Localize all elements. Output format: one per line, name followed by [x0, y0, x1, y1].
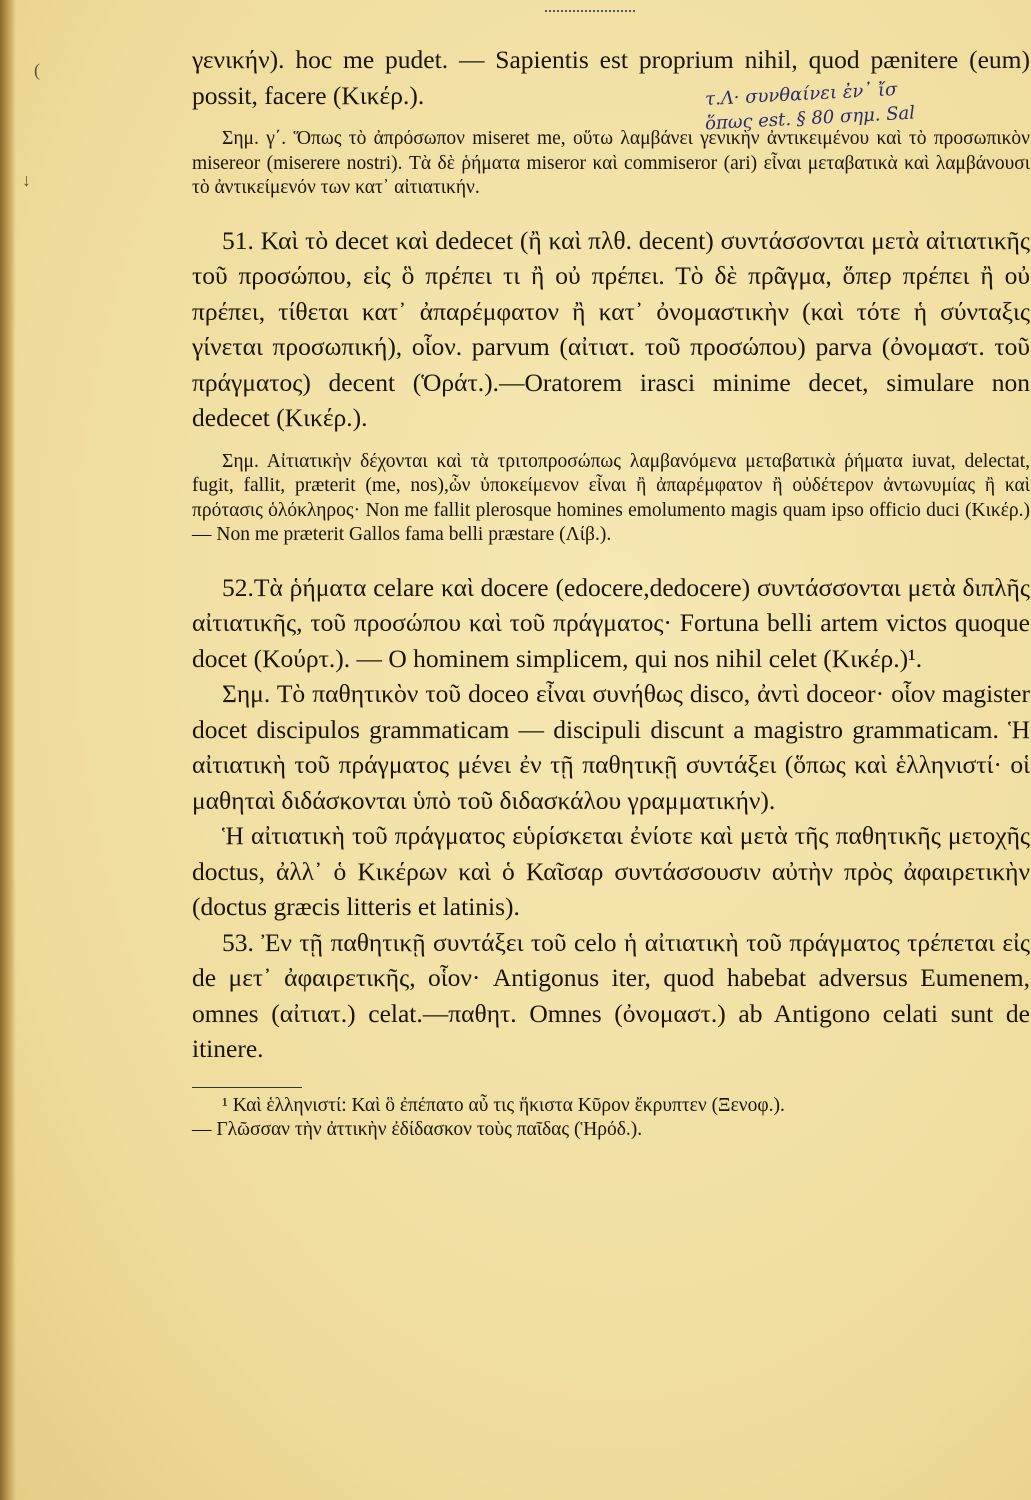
- note-51: Σημ. Αἰτιατικὴν δέχονται καὶ τὰ τριτοπροσώπως λαμβανόμενα μεταβατικὰ ῥήματα iuvat, delectat, fugit, fallit, præterit (me, nos),ὧν ὑποκείμενον εἶναι ἢ ἀπαρέμφατον ἢ οὐδέτερον ἀντωνυμίας ἢ καὶ πρότασις ὁλόκληρος· Non me fallit plerosque homines emolumento magis quam ipso officio duci (Κικέρ.) — Non me præterit Gallos fama belli præstare (Λίβ.).: [192, 450, 1030, 545]
- footnote-line-1: ¹ Καὶ ἑλληνιστί: Καὶ ὃ ἐπέπατο αὖ τις ἥκιστα Κῦρον ἔκρυπτεν (Ξενοφ.).: [222, 1094, 785, 1116]
- note-52-doctus: Ἡ αἰτιατικὴ τοῦ πράγματος εὑρίσκεται ἐνίοτε καὶ μετὰ τῆς παθητικῆς μετοχῆς doctus, ἀλλ᾽ ὁ Κικέρων καὶ ὁ Καῖσαρ συντάσσουσιν αὐτὴν πρὸς ἀφαιρετικὴν (doctus græcis litteris et latinis).: [192, 821, 1030, 921]
- section-51: 51. Καὶ τὸ decet καὶ dedecet (ἢ καὶ πλθ. decent) συντάσσονται μετὰ αἰτιατικῆς τοῦ προσώπου, εἰς ὃ πρέπει τι ἢ οὐ πρέπει. Τὸ δὲ πρᾶγμα, ὅπερ πρέπει ἢ οὐ πρέπει, τίθεται κατ᾽ ἀπαρέμφατον ἢ κατ᾽ ὀνομαστικὴν (καὶ τότε ἡ σύνταξις γίνεται προσωπική), οἷον. parvum (αἰτιατ. τοῦ προσώπου) parva (ὀνομαστ. τοῦ πράγματος) decent (Ὁράτ.).—Oratorem irasci minime decet, simulare non dedecet (Κικέρ.).: [192, 225, 1030, 432]
- section-52: 52.Τὰ ῥήματα celare καὶ docere (edocere,dedocere) συντάσσονται μετὰ διπλῆς αἰτιατικῆς, τοῦ προσώπου καὶ τοῦ πράγματος· Fortuna belli artem victos quoque docet (Κούρτ.). — O hominem simplicem, qui nos nihil celet (Κικέρ.)¹.: [192, 572, 1030, 673]
- note-52-doceo: Σημ. Τὸ παθητικὸν τοῦ doceo εἶναι συνήθως disco, ἀντὶ doceor· οἷον magister docet discipulos grammaticam — discipuli discunt a magistro grammaticam. Ἡ αἰτιατικὴ τοῦ πράγματος μένει ἐν τῇ παθητικῇ συντάξει (ὅπως καὶ ἑλληνιστί· οἱ μαθηταὶ διδάσκονται ὑπὸ τοῦ διδασκάλου γραμματικήν).: [192, 679, 1030, 815]
- top-dotted-rule: [545, 10, 635, 12]
- footnote-line-2: — Γλῶσσαν τὴν ἀττικὴν ἐδίδασκον τοὺς παῖδας (Ἡρόδ.).: [192, 1119, 643, 1140]
- paragraph-intro: γενικήν). hoc me pudet. — Sapientis est proprium nihil, quod pænitere (eum) possit, facere (Κικέρ.).: [192, 45, 1030, 110]
- page-spine-shadow: [0, 0, 16, 1500]
- handwritten-annotation-1: τ.Λ· συνθαίνει ἐν᾽ ἴσ: [704, 78, 898, 111]
- margin-mark: ↓: [22, 170, 31, 190]
- page-text: [192, 42, 1030, 1143]
- note-gamma: Σημ. γ΄. Ὅπως τὸ ἀπρόσωπον miseret me, οὕτω λαμβάνει γενικὴν ἀντικειμένου καὶ τὸ προσωπικὸν misereor (miserere nostri). Τὰ δὲ ῥήματα miseror καὶ commiseror (ari) εἶναι μεταβατικὰ καὶ λαμβάνουσι τὸ ἀντικείμενόν των κατ᾽ αἰτιατικήν.: [192, 128, 1030, 198]
- section-53: 53. Ἐν τῇ παθητικῇ συντάξει τοῦ celo ἡ αἰτιατικὴ τοῦ πράγματος τρέπεται εἰς de μετ᾽ ἀφαιρετικῆς, οἷον· Antigonus iter, quod habebat adversus Eumenem, omnes (αἰτιατ.) celat.—παθητ. Omnes (ὀνομαστ.) ab Antigono celati sunt de itinere.: [192, 927, 1030, 1063]
- footnote-rule: [192, 1087, 302, 1088]
- margin-mark: (: [34, 60, 40, 80]
- handwritten-annotation-2: ὅπως est. § 80 σημ. Sal: [704, 102, 916, 135]
